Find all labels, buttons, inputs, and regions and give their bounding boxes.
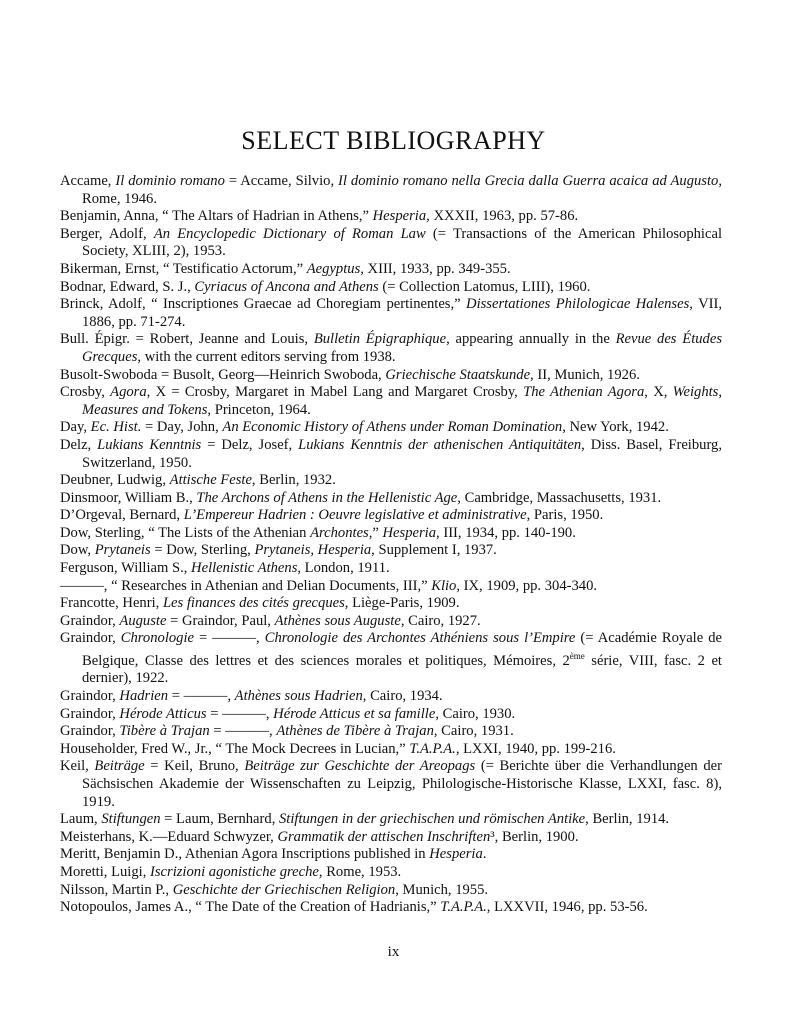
- entry-text: , Diss. Basel, Freiburg, Switzerland, 1950.: [82, 436, 722, 471]
- bibliography-entry: [60, 811, 722, 829]
- entry-title-text: Iscrizioni agonistiche greche: [150, 864, 319, 881]
- entry-text: (= Berichte über die Verhandlungen der Sächsischen Akademie der Wissenschaften zu Leipzig, Philologische-Historische Klasse, LXXI, fasc. 8), 1919.: [82, 758, 722, 810]
- bibliography-entry: [60, 846, 722, 864]
- bibliography-entry: [60, 560, 722, 578]
- entry-text: = Delz, Josef,: [201, 436, 299, 453]
- entry-text: Ferguson, William S.,: [60, 560, 192, 577]
- bibliography-entry: [60, 279, 722, 297]
- entry-text: , X,: [644, 384, 673, 401]
- bibliography-entry: [60, 882, 722, 900]
- entry-text: Meisterhans, K.—Eduard Schwyzer,: [60, 828, 278, 845]
- entry-text: Accame,: [60, 173, 116, 189]
- entry-title-text: Aegyptus: [306, 260, 361, 277]
- entry-title-text: Ec. Hist.: [90, 419, 142, 436]
- entry-text: Day,: [60, 419, 91, 436]
- entry-text: , II, Munich, 1926.: [530, 366, 640, 383]
- entry-title-text: Prytaneis: [94, 542, 151, 559]
- entry-title-text: Attische Feste: [169, 472, 252, 489]
- entry-title-text: Geschichte der Griechischen Religion: [172, 881, 396, 898]
- entry-title-text: Il dominio romano nella Grecia dalla Guerra acaica ad Augusto: [338, 173, 719, 189]
- entry-title-text: Il dominio romano: [115, 173, 225, 189]
- entry-title-text: Revue des Études Grecques: [82, 331, 722, 365]
- entry-text: = Accame, Silvio,: [224, 173, 339, 189]
- entry-title-text: Athènes sous Auguste: [274, 612, 401, 629]
- bibliography-entry: [60, 595, 722, 613]
- entry-text: (= Collection Latomus, LIII), 1960.: [378, 278, 591, 295]
- bibliography-entry: [60, 226, 722, 261]
- entry-title-text: T.A.P.A.: [440, 899, 487, 916]
- entry-text: Bikerman, Ernst, “ Testificatio Actorum,”: [60, 260, 307, 277]
- entry-text: , Liège-Paris, 1909.: [344, 595, 460, 612]
- entry-text: , III, 1934, pp. 140-190.: [436, 524, 576, 541]
- entry-text: Graindor,: [60, 705, 120, 722]
- page-number: ix: [387, 944, 400, 960]
- bibliography-entry: [60, 758, 722, 811]
- bibliography-entry: [60, 437, 722, 472]
- entry-text: , VII, 1886, pp. 71-274.: [82, 296, 722, 330]
- entry-text: ème: [569, 651, 585, 662]
- entry-title-text: Hesperia: [429, 846, 483, 863]
- entry-text: = ———,: [194, 630, 265, 647]
- entry-text: Francotte, Henri,: [60, 595, 163, 612]
- entry-text: Householder, Fred W., Jr., “ The Mock Decrees in Lucian,”: [60, 740, 410, 757]
- entry-text: = Laum, Bernhard,: [160, 811, 279, 828]
- entry-title-text: The Archons of Athens in the Hellenistic Age: [196, 489, 458, 506]
- entry-title-text: The Athenian Agora: [523, 384, 645, 401]
- entry-title-text: Athènes sous Hadrien: [234, 688, 363, 705]
- entry-text: = ———,: [209, 723, 277, 740]
- entry-title-text: Hérode Atticus et sa famille: [273, 705, 436, 722]
- bibliography-entry: [60, 723, 722, 741]
- entry-title-text: Prytaneis, Hesperia: [254, 542, 372, 559]
- entry-text: , LXXVII, 1946, pp. 53-56.: [486, 899, 648, 916]
- entry-text: Notopoulos, James A., “ The Date of the Creation of Hadrianis,”: [60, 899, 441, 916]
- entry-title-text: Stiftungen in der griechischen und römischen Antike: [279, 811, 586, 828]
- entry-title-text: Cyriacus of Ancona and Athens: [194, 278, 379, 295]
- entry-text: Crosby,: [60, 384, 111, 401]
- entry-text: Keil,: [60, 758, 95, 775]
- entry-text: Deubner, Ludwig,: [60, 472, 170, 489]
- entry-text: D’Orgeval, Bernard,: [60, 507, 184, 524]
- entry-title-text: An Economic History of Athens under Roman Domination: [222, 419, 563, 436]
- entry-text: Graindor,: [60, 723, 120, 740]
- entry-text: ———, “ Researches in Athenian and Delian Documents, III,”: [60, 577, 432, 594]
- bibliography-entry: [60, 688, 722, 706]
- entry-text: , London, 1911.: [297, 560, 390, 577]
- bibliography-entry: [60, 472, 722, 490]
- entry-text: , Cairo, 1927.: [400, 612, 481, 629]
- entry-text: Dow,: [60, 542, 95, 559]
- entry-text: = Graindor, Paul,: [166, 612, 275, 629]
- entry-text: Benjamin, Anna, “ The Altars of Hadrian in Athens,”: [60, 208, 373, 225]
- entry-title-text: Hesperia: [382, 524, 437, 541]
- entry-text: = Dow, Sterling,: [150, 542, 255, 559]
- entry-title-text: Agora: [110, 384, 147, 401]
- bibliography-list: [60, 173, 722, 917]
- bibliography-entry: [60, 578, 722, 596]
- entry-text: , XIII, 1933, pp. 349-355.: [360, 260, 511, 277]
- entry-title-text: Tibère à Trajan: [119, 723, 210, 740]
- bibliography-entry: [60, 864, 722, 882]
- entry-title-text: Hellenistic Athens: [191, 560, 298, 577]
- entry-text: ,”: [368, 524, 383, 541]
- entry-title-text: Hesperia: [372, 208, 427, 225]
- entry-text: Moretti, Luigi,: [60, 864, 150, 881]
- entry-text: Graindor,: [60, 630, 121, 647]
- bibliography-entry: [60, 331, 722, 366]
- bibliography-entry: [60, 741, 722, 759]
- bibliography-entry: [60, 490, 722, 508]
- entry-text: Laum,: [60, 811, 102, 828]
- entry-text: Busolt-Swoboda = Busolt, Georg—Heinrich Swoboda,: [60, 366, 386, 383]
- entry-text: , Rome, 1953.: [318, 864, 402, 881]
- entry-text: , Cairo, 1930.: [435, 705, 516, 722]
- entry-text: , Berlin, 1914.: [585, 811, 670, 828]
- entry-text: .: [482, 846, 487, 863]
- entry-title-text: Weights, Measures and Tokens: [82, 384, 722, 418]
- entry-title-text: Stiftungen: [101, 811, 161, 828]
- entry-title-text: Auguste: [119, 612, 167, 629]
- entry-text: , Cambridge, Massachusetts, 1931.: [457, 489, 662, 506]
- entry-text: Bull. Épigr. = Robert, Jeanne and Louis,: [60, 331, 314, 348]
- entry-text: , LXXI, 1940, pp. 199-216.: [455, 740, 616, 757]
- entry-title-text: An Encyclopedic Dictionary of Roman Law: [153, 225, 426, 242]
- entry-text: , IX, 1909, pp. 304-340.: [456, 577, 598, 594]
- bibliography-entry: [60, 613, 722, 631]
- entry-title-text: Hérode Atticus: [119, 705, 207, 722]
- entry-text: (= Transactions of the American Philosophical Society, XLIII, 2), 1953.: [82, 225, 722, 260]
- bibliography-entry: [60, 419, 722, 437]
- entry-text: Berger, Adolf,: [60, 225, 154, 242]
- entry-title-text: Lukians Kenntnis der athenischen Antiquitäten: [298, 436, 582, 453]
- bibliography-entry: [60, 706, 722, 724]
- entry-text: , Cairo, 1934.: [362, 688, 443, 705]
- entry-title-text: Hadrien: [119, 688, 169, 705]
- entry-title-text: T.A.P.A.: [409, 740, 456, 757]
- entry-title-text: Chronologie des Archontes Athéniens sous l’Empire: [264, 630, 576, 647]
- entry-text: = ———,: [206, 705, 274, 722]
- entry-text: , Paris, 1950.: [526, 507, 604, 524]
- entry-text: série, VIII, fasc. 2 et dernier), 1922.: [82, 652, 722, 687]
- entry-text: , X = Crosby, Margaret in Mabel Lang and Margaret Crosby,: [146, 384, 524, 401]
- bibliography-entry: [60, 829, 722, 847]
- entry-text: Graindor,: [60, 688, 120, 705]
- entry-text: Delz,: [60, 436, 98, 453]
- entry-text: = Day, John,: [141, 419, 223, 436]
- entry-text: (= Académie Royale de Belgique, Classe des lettres et des sciences morales et politiques, Mémoires, 2: [82, 630, 722, 669]
- entry-text: Bodnar, Edward, S. J.,: [60, 278, 195, 295]
- entry-title-text: Lukians Kenntnis: [97, 436, 202, 453]
- bibliography-entry: [60, 542, 722, 560]
- entry-text: Nilsson, Martin P.,: [60, 881, 173, 898]
- entry-title-text: Grammatik der attischen Inschriften: [277, 828, 491, 845]
- bibliography-entry: [60, 261, 722, 279]
- entry-text: Meritt, Benjamin D., Athenian Agora Inscriptions published in: [60, 846, 430, 863]
- page-title: SELECT BIBLIOGRAPHY: [241, 126, 546, 155]
- bibliography-entry: [60, 899, 722, 917]
- entry-title-text: Griechische Staatskunde: [385, 366, 531, 383]
- entry-text: , Princeton, 1964.: [207, 401, 311, 418]
- bibliography-entry: [60, 367, 722, 385]
- entry-text: Graindor,: [60, 612, 120, 629]
- entry-text: , XXXII, 1963, pp. 57-86.: [426, 208, 579, 225]
- entry-text: = ———,: [168, 688, 235, 705]
- bibliography-entry: [60, 173, 722, 208]
- entry-title-text: Beiträge: [94, 758, 145, 775]
- entry-text: Brinck, Adolf, “ Inscriptiones Graecae ad Choregiam pertinentes,”: [60, 296, 467, 313]
- entry-text: , Supplement I, 1937.: [371, 542, 497, 559]
- bibliography-entry: [60, 507, 722, 525]
- entry-text: , Munich, 1955.: [395, 881, 489, 898]
- bibliography-entry: [60, 384, 722, 419]
- entry-title-text: Athènes de Tibère à Trajan: [276, 723, 434, 740]
- entry-text: Dinsmoor, William B.,: [60, 489, 197, 506]
- entry-title-text: Chronologie: [120, 630, 195, 647]
- entry-text: , with the current editors serving from 1938.: [137, 348, 396, 365]
- entry-text: , Rome, 1946.: [82, 173, 722, 207]
- entry-text: , Cairo, 1931.: [433, 723, 514, 740]
- entry-title-text: Bulletin Épigraphique: [313, 331, 447, 348]
- entry-title-text: Les finances des cités grecques: [162, 595, 345, 612]
- entry-text: , appearing annually in the: [446, 331, 616, 348]
- entry-text: ³: [490, 828, 495, 845]
- entry-text: Dow, Sterling, “ The Lists of the Athenian: [60, 524, 311, 541]
- entry-text: , Berlin, 1932.: [251, 472, 336, 489]
- bibliography-entry: [60, 208, 722, 226]
- entry-text: , New York, 1942.: [562, 419, 669, 436]
- entry-title-text: Beiträge zur Geschichte der Areopags: [244, 758, 476, 775]
- entry-title-text: L’Empereur Hadrien : Oeuvre legislative et administrative: [183, 507, 527, 524]
- entry-title-text: Dissertationes Philologicae Halenses: [466, 296, 690, 313]
- entry-title-text: Klio: [431, 577, 457, 594]
- bibliography-entry: [60, 525, 722, 543]
- bibliography-entry: [60, 296, 722, 331]
- entry-title-text: Archontes: [310, 524, 369, 541]
- entry-text: , Berlin, 1900.: [494, 828, 579, 845]
- bibliography-entry: [60, 630, 722, 688]
- entry-text: = Keil, Bruno,: [144, 758, 245, 775]
